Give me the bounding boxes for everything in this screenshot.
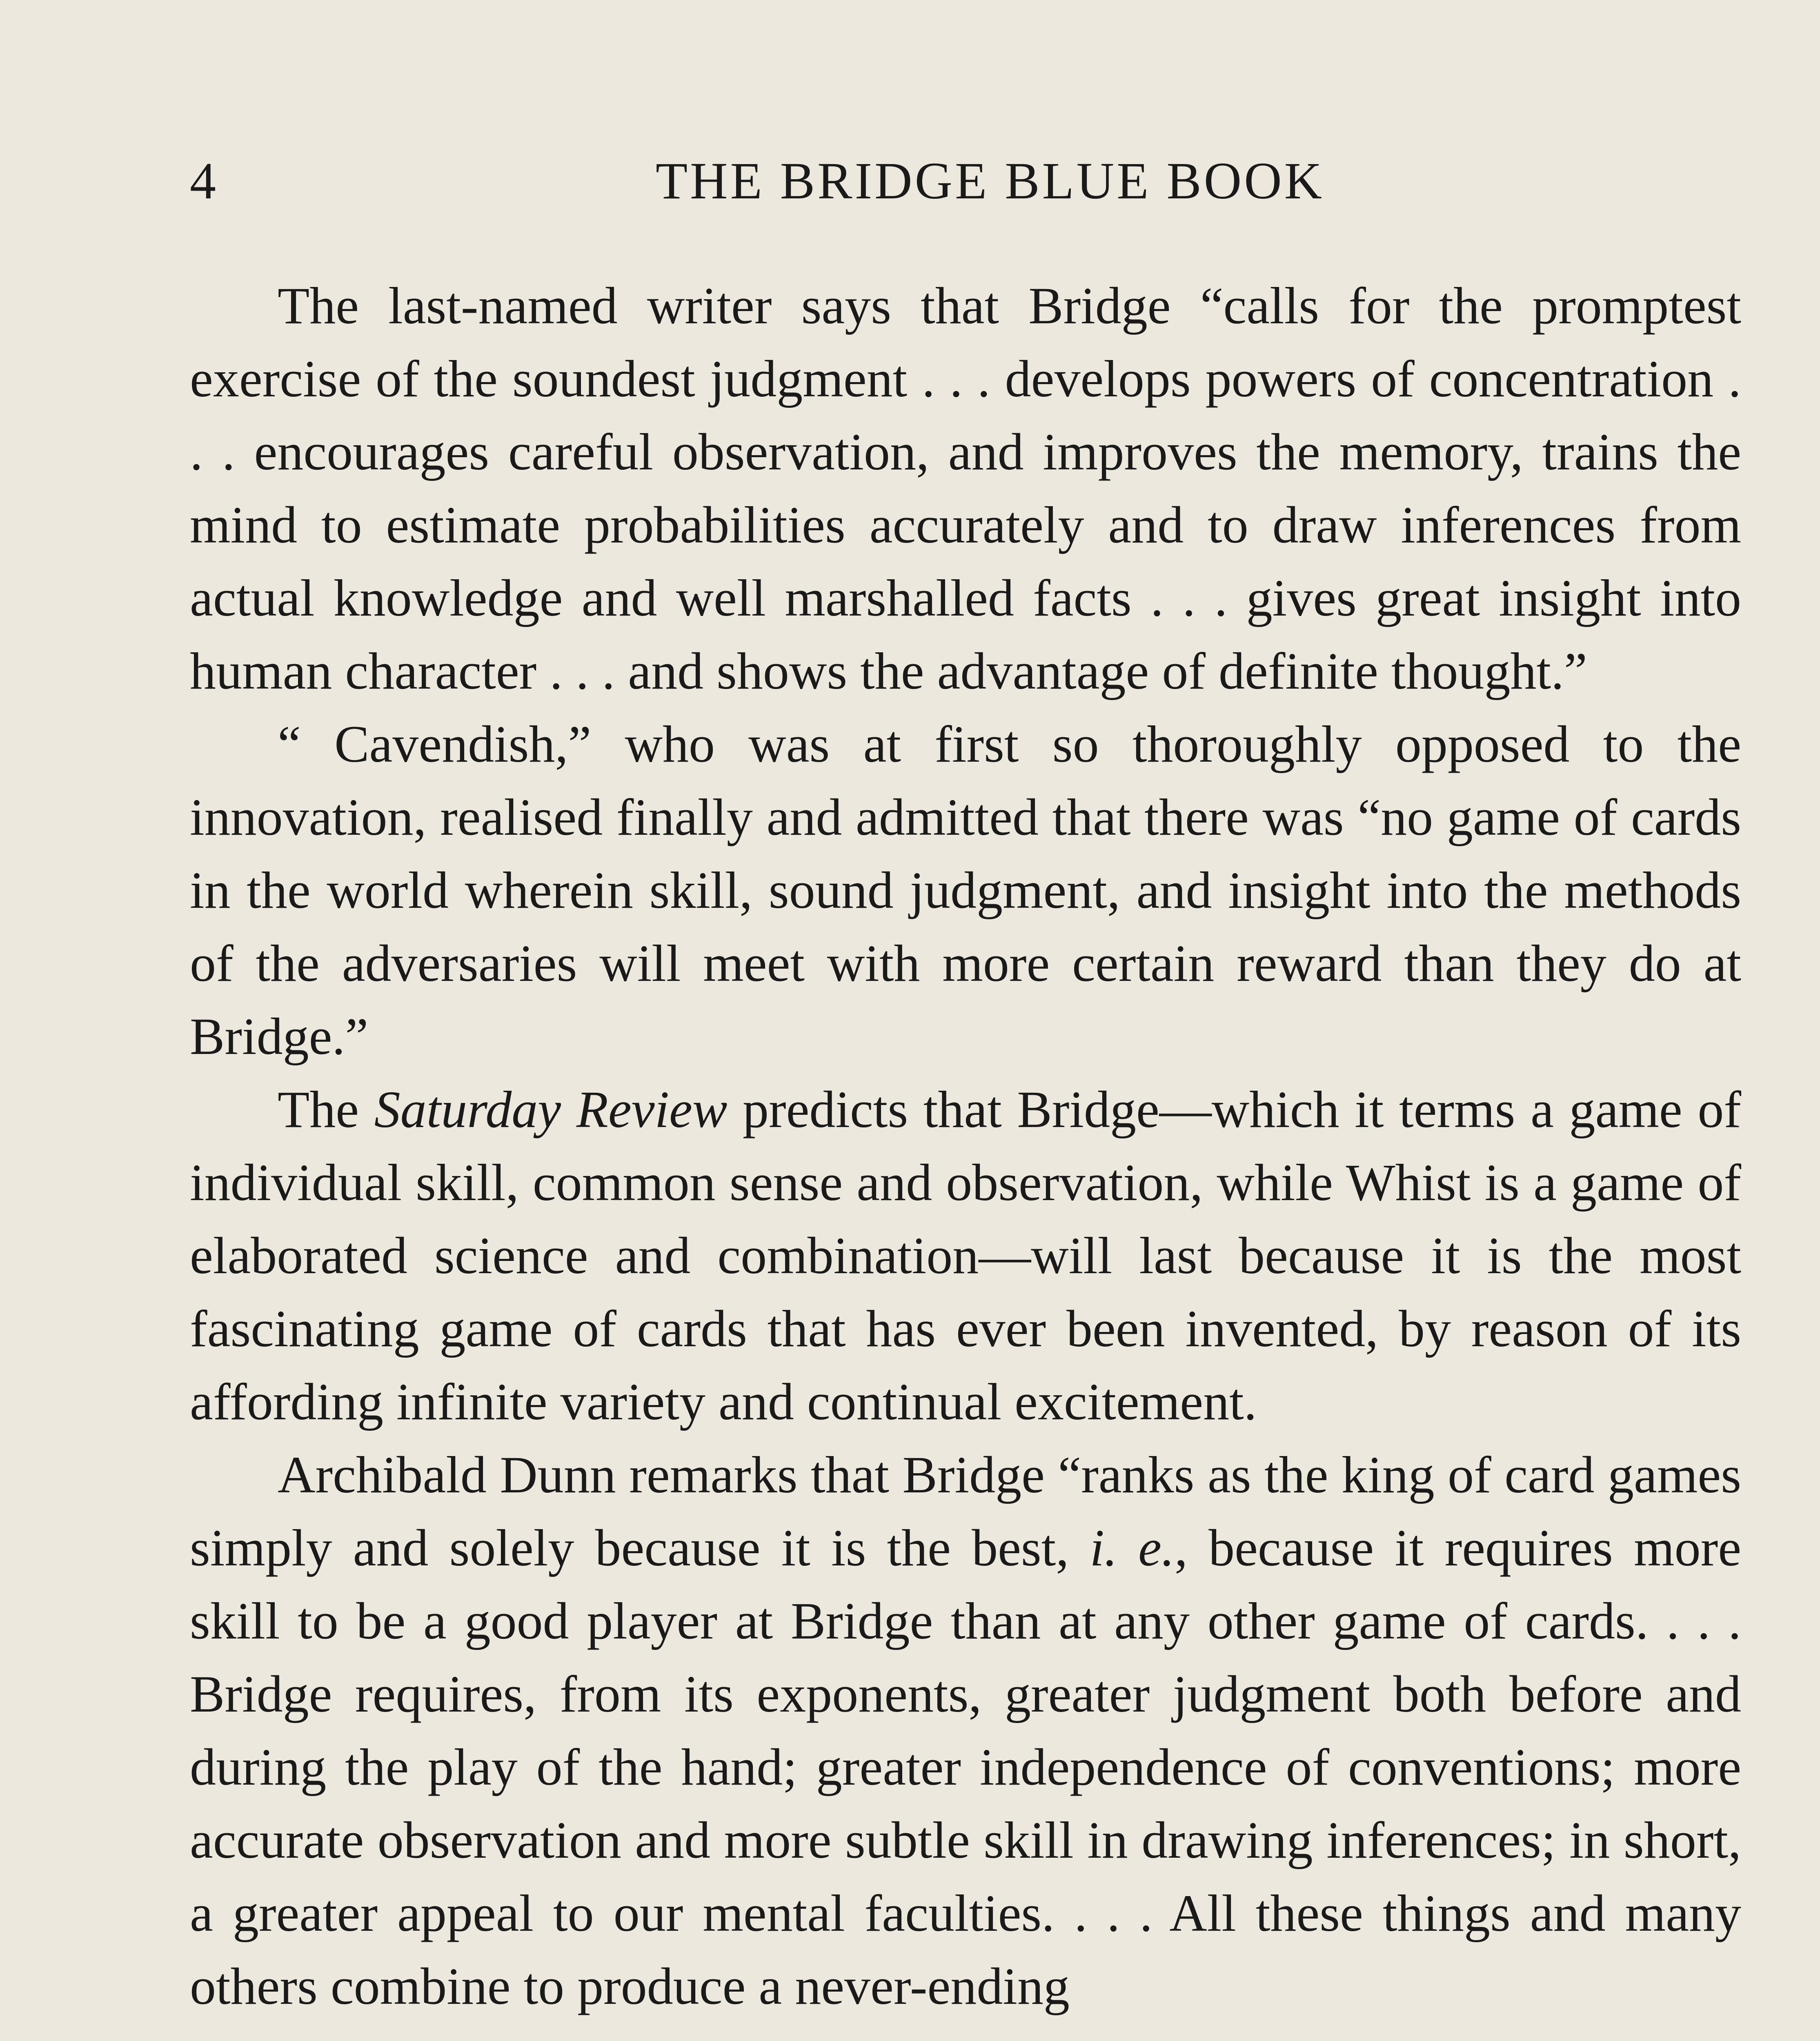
- paragraph-text: predicts that Bridge—which it terms a game of individual skill, common sense and observation, while Whist is a game of elaborated science and combination—will last because it is the most fascinating game of cards that has ever been invented, by reason of its affording infinite variety and continual excitement.: [190, 1081, 1741, 1431]
- publication-title: Saturday Review: [374, 1081, 728, 1138]
- paragraph-text: The: [278, 1081, 374, 1138]
- running-title: THE BRIDGE BLUE BOOK: [655, 152, 1325, 210]
- paragraph: [190, 1438, 1741, 2023]
- abbreviation: i. e.: [1090, 1519, 1175, 1577]
- page-number: 4: [190, 152, 218, 210]
- body-text: [190, 269, 1741, 2023]
- page-header: [190, 151, 1741, 220]
- paragraph-text: Archibald Dunn remarks that Bridge “ranks as the king of card games simply and solely because it is the best,: [190, 1446, 1741, 1577]
- paragraph: “ Cavendish,” who was at first so thoroughly opposed to the innovation, realised finally and admitted that there was “no game of cards in the world wherein skill, sound judgment, and insight into the methods of the adversaries will meet with more certain reward than they do at Bridge.”: [190, 715, 1741, 1065]
- paragraph-text: , because it requires more skill to be a good player at Bridge than at any other game of cards. . . . Bridge requires, from its exponents, greater judgment both before and during the play of the hand; greater independence of conventions; more accurate observation and more subtle skill in drawing inferences; in short, a greater appeal to our mental faculties. . . . All these things and many others combine to produce a never-ending: [190, 1519, 1742, 2015]
- paragraph: The last-named writer says that Bridge “calls for the promptest exercise of the soundest judgment . . . develops powers of concentration . . . encourages careful observation, and improves the memory, trains the mind to estimate probabilities accurately and to draw inferences from actual knowledge and well marshalled facts . . . gives great insight into human character . . . and shows the advantage of definite thought.”: [190, 277, 1741, 700]
- paragraph: [190, 1073, 1741, 1438]
